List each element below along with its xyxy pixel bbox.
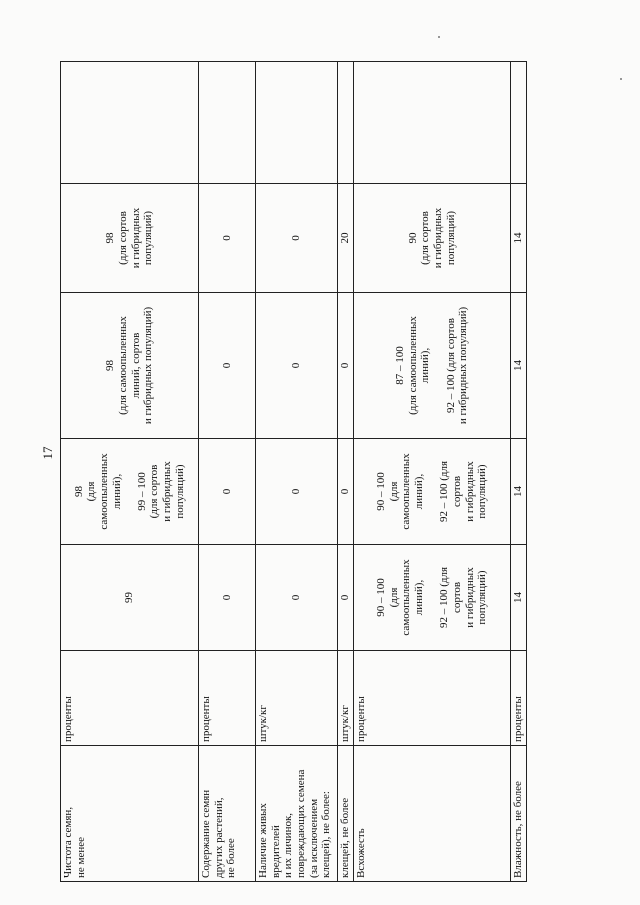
value-cell: 98 (для самоопыленных линий), 99 – 100 (для сортов и гибридных популяций) <box>61 439 199 545</box>
value-cell: 0 <box>338 545 354 651</box>
value-cell: 90 (для сортов и гибридных популяций) <box>354 184 511 293</box>
indicator-cell: Чистота семян, не менее <box>61 746 199 882</box>
value-cell: 14 <box>511 184 527 293</box>
indicator-cell: клещей, не более <box>338 746 354 882</box>
value-cell <box>511 62 527 184</box>
indicator-cell: Содержание семян других растений, не более <box>199 746 256 882</box>
unit-cell: проценты <box>199 651 256 746</box>
table-row <box>61 62 199 882</box>
value-cell: 0 <box>256 545 338 651</box>
value-cell: 87 – 100 (для самоопыленных линий), 92 – 100 (для сортов и гибридных популяций) <box>354 293 511 439</box>
value-cell <box>354 62 511 184</box>
value-cell: 14 <box>511 439 527 545</box>
value-cell: 0 <box>199 545 256 651</box>
table-row <box>511 62 527 882</box>
unit-cell: проценты <box>354 651 511 746</box>
value-cell: 0 <box>338 293 354 439</box>
value-cell: 0 <box>199 184 256 293</box>
value-cell: 99 <box>61 545 199 651</box>
value-cell: 0 <box>338 439 354 545</box>
scan-speck <box>620 78 622 80</box>
table-row <box>256 62 338 882</box>
indicator-cell: Наличие живых вредителей и их личинок, повреждающих семена (за исключением клещей), не более: <box>256 746 338 882</box>
value-cell: 0 <box>256 184 338 293</box>
value-cell: 90 – 100 (для самоопыленных линий), 92 – 100 (для сортов и гибридных популяций) <box>354 439 511 545</box>
page-number: 17 <box>40 446 55 460</box>
value-cell <box>256 62 338 184</box>
value-cell <box>199 62 256 184</box>
value-cell: 0 <box>199 439 256 545</box>
value-cell: 20 <box>338 184 354 293</box>
value-cell <box>338 62 354 184</box>
value-cell <box>61 62 199 184</box>
scan-speck <box>438 36 440 38</box>
value-cell: 98 (для сортов и гибридных популяций) <box>61 184 199 293</box>
value-cell: 0 <box>256 293 338 439</box>
rotated-table-container <box>60 62 526 882</box>
value-cell: 14 <box>511 293 527 439</box>
value-cell: 14 <box>511 545 527 651</box>
unit-cell: штук/кг <box>338 651 354 746</box>
unit-cell: проценты <box>61 651 199 746</box>
value-cell: 0 <box>256 439 338 545</box>
value-cell: 0 <box>199 293 256 439</box>
table-row <box>338 62 354 882</box>
table-row <box>199 62 256 882</box>
unit-cell: штук/кг <box>256 651 338 746</box>
seed-quality-table <box>60 61 527 882</box>
table-row <box>354 62 511 882</box>
indicator-cell: Влажность, не более <box>511 746 527 882</box>
unit-cell: проценты <box>511 651 527 746</box>
indicator-cell: Всхожесть <box>354 746 511 882</box>
value-cell: 98 (для самоопыленных линий, сортов и гибридных популяций) <box>61 293 199 439</box>
value-cell: 90 – 100 (для самоопыленных линий), 92 – 100 (для сортов и гибридных популяций) <box>354 545 511 651</box>
